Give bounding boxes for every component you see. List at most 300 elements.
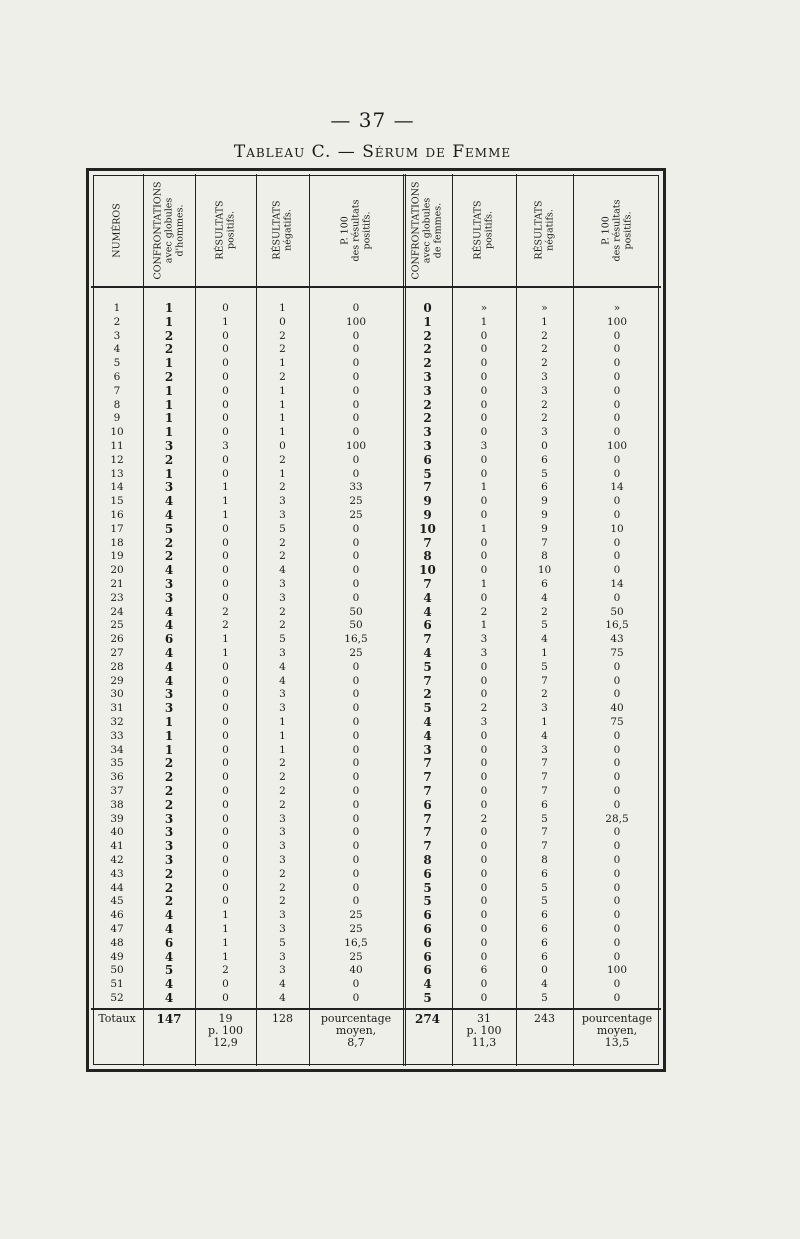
cell-conf-hommes: 4: [164, 991, 174, 1005]
cell-conf-hommes: 2: [164, 328, 174, 343]
cell-neg-femmes: 6: [541, 923, 548, 935]
cell-numero: 23: [110, 591, 124, 604]
cell-neg-hommes: 2: [279, 881, 286, 894]
cell-conf-femmes: 8: [423, 853, 432, 867]
cell-pos-hommes: 0: [222, 785, 229, 797]
cell-neg-hommes: 1: [279, 729, 286, 742]
cell-pos-femmes: 1: [480, 522, 488, 535]
cell-numero: 14: [110, 481, 124, 494]
cell-neg-hommes: 1: [279, 716, 286, 728]
cell-pos-femmes: 3: [480, 647, 488, 659]
cell-pos-femmes: 0: [480, 854, 488, 866]
cell-neg-femmes: 10: [537, 564, 552, 577]
cell-neg-femmes: 7: [541, 785, 548, 797]
total-pos-femmes: 31 p. 100 11,3: [466, 1012, 502, 1049]
cell-pos-femmes: 0: [480, 343, 488, 356]
cell-conf-hommes: 2: [164, 784, 174, 798]
cell-pos-hommes: 0: [222, 371, 229, 383]
cell-pct-hommes: 25: [349, 909, 363, 922]
cell-neg-femmes: 6: [541, 867, 548, 880]
cell-neg-femmes: 4: [541, 729, 548, 742]
cell-pos-hommes: 1: [222, 936, 229, 949]
cell-conf-femmes: 2: [423, 397, 432, 412]
cell-neg-hommes: 1: [279, 398, 286, 411]
cell-neg-femmes: 8: [541, 550, 548, 563]
cell-pct-hommes: 0: [352, 467, 360, 480]
cell-numero: 12: [110, 453, 124, 466]
cell-pos-femmes: 2: [480, 702, 488, 715]
cell-neg-hommes: 1: [279, 467, 286, 480]
cell-neg-hommes: 1: [279, 302, 286, 314]
cell-neg-hommes: 2: [279, 771, 286, 784]
total-neg-femmes: 243: [534, 1012, 555, 1025]
cell-pos-femmes: »: [480, 302, 488, 314]
cell-pct-femmes: 75: [610, 716, 624, 728]
cell-neg-hommes: 4: [279, 564, 286, 577]
cell-pos-femmes: 0: [480, 785, 488, 797]
cell-neg-hommes: 5: [279, 522, 286, 535]
cell-pct-femmes: 100: [606, 964, 628, 977]
cell-conf-femmes: 4: [423, 715, 432, 729]
cell-pct-femmes: 0: [613, 398, 621, 411]
cell-neg-femmes: 5: [541, 812, 548, 825]
cell-neg-femmes: 2: [541, 357, 548, 370]
cell-pct-femmes: 0: [613, 923, 621, 935]
cell-numero: 46: [110, 909, 124, 922]
cell-pct-femmes: 0: [613, 371, 621, 383]
cell-pct-femmes: 0: [613, 329, 621, 342]
cell-numero: 42: [110, 854, 124, 866]
cell-conf-femmes: 4: [423, 728, 432, 743]
cell-numero: 24: [110, 605, 124, 618]
cell-neg-femmes: 9: [541, 522, 548, 535]
cell-pos-hommes: 0: [222, 895, 229, 908]
cell-conf-hommes: 4: [164, 673, 174, 688]
cell-conf-femmes: 6: [423, 797, 432, 812]
cell-pct-hommes: 0: [352, 660, 360, 673]
cell-neg-hommes: 3: [279, 495, 286, 508]
cell-conf-hommes: 1: [164, 425, 174, 440]
cell-conf-femmes: 6: [423, 908, 432, 923]
cell-conf-hommes: 2: [164, 797, 174, 812]
cell-neg-femmes: 7: [541, 826, 548, 839]
cell-numero: 37: [110, 785, 124, 797]
total-neg-hommes: 128: [272, 1012, 293, 1025]
cell-pct-femmes: 0: [613, 798, 621, 811]
cell-conf-hommes: 2: [164, 370, 174, 384]
cell-pct-femmes: 0: [613, 384, 621, 397]
cell-neg-hommes: 1: [279, 426, 286, 439]
cell-conf-femmes: 7: [423, 839, 432, 854]
cell-pct-femmes: 0: [613, 591, 621, 604]
cell-conf-hommes: 1: [164, 728, 174, 743]
cell-conf-hommes: 3: [164, 839, 174, 854]
cell-pct-hommes: 0: [352, 591, 360, 604]
cell-pct-femmes: 0: [613, 936, 621, 949]
cell-neg-hommes: 2: [279, 895, 286, 908]
cell-numero: 5: [113, 357, 121, 370]
cell-numero: 15: [110, 495, 124, 508]
cell-pos-hommes: 0: [222, 812, 229, 825]
cell-pct-femmes: 16,5: [605, 619, 629, 632]
cell-numero: 17: [110, 522, 124, 535]
cell-pct-hommes: 25: [349, 923, 363, 935]
cell-neg-femmes: 2: [541, 412, 548, 425]
cell-pos-femmes: 0: [480, 895, 488, 908]
cell-neg-femmes: 1: [541, 315, 548, 328]
header-label: RÉSULTATS positifs.: [472, 200, 495, 260]
cell-neg-femmes: 3: [541, 371, 548, 383]
cell-neg-hommes: 2: [279, 619, 286, 632]
cell-neg-hommes: 3: [279, 702, 286, 715]
cell-conf-hommes: 1: [164, 742, 174, 757]
cell-neg-femmes: 6: [541, 453, 548, 466]
cell-conf-hommes: 1: [164, 715, 174, 729]
cell-pos-hommes: 3: [222, 440, 229, 452]
cell-conf-femmes: 5: [423, 659, 432, 674]
cell-pct-hommes: 0: [352, 992, 360, 1004]
cell-numero: 16: [110, 509, 124, 521]
cell-conf-femmes: 7: [423, 770, 432, 785]
cell-pct-hommes: 0: [352, 702, 360, 715]
cell-pos-hommes: 0: [222, 716, 229, 728]
cell-pct-femmes: 0: [613, 992, 621, 1004]
cell-pos-hommes: 0: [222, 522, 229, 535]
cell-conf-hommes: 2: [164, 756, 174, 771]
cell-conf-femmes: 6: [423, 949, 432, 964]
cell-conf-hommes: 3: [164, 701, 174, 716]
cell-numero: 34: [110, 743, 124, 756]
cell-pos-hommes: 0: [222, 467, 229, 480]
cell-pos-femmes: 0: [480, 978, 488, 991]
cell-neg-femmes: 2: [541, 398, 548, 411]
cell-pos-femmes: 0: [480, 688, 488, 701]
cell-pct-femmes: 28,5: [605, 812, 629, 825]
cell-pos-femmes: 0: [480, 453, 488, 466]
cell-pct-femmes: 0: [613, 536, 621, 549]
cell-pos-femmes: 0: [480, 398, 488, 411]
cell-conf-hommes: 6: [164, 632, 174, 647]
cell-numero: 41: [110, 840, 124, 853]
cell-conf-hommes: 2: [164, 452, 174, 467]
cell-numero: 18: [110, 536, 124, 549]
cell-neg-femmes: 0: [541, 440, 548, 452]
cell-conf-hommes: 6: [164, 935, 174, 950]
cell-pct-femmes: 0: [613, 467, 621, 480]
cell-conf-femmes: 4: [423, 646, 432, 660]
cell-neg-femmes: 6: [541, 578, 548, 590]
cell-pct-hommes: 25: [349, 509, 363, 521]
cell-numero: 13: [110, 467, 124, 480]
cell-conf-hommes: 2: [164, 342, 174, 357]
cell-pos-hommes: 0: [222, 329, 229, 342]
cell-pos-hommes: 0: [222, 826, 229, 839]
cell-pct-femmes: 0: [613, 785, 621, 797]
cell-pct-femmes: 0: [613, 840, 621, 853]
cell-pct-femmes: 0: [613, 357, 621, 370]
cell-conf-femmes: 9: [423, 494, 432, 509]
cell-pos-hommes: 0: [222, 992, 229, 1004]
cell-pos-femmes: 0: [480, 992, 488, 1004]
cell-numero: 3: [113, 329, 121, 342]
cell-conf-hommes: 2: [164, 866, 174, 881]
cell-pos-hommes: 0: [222, 578, 229, 590]
cell-pos-femmes: 1: [480, 481, 488, 494]
cell-conf-femmes: 6: [423, 963, 432, 978]
cell-conf-femmes: 7: [423, 632, 432, 647]
cell-pos-femmes: 0: [480, 798, 488, 811]
cell-conf-hommes: 3: [164, 480, 174, 495]
cell-conf-hommes: 3: [164, 853, 174, 867]
cell-neg-femmes: 3: [541, 426, 548, 439]
cell-conf-hommes: 4: [164, 659, 174, 674]
cell-neg-femmes: 6: [541, 950, 548, 963]
cell-neg-femmes: 7: [541, 536, 548, 549]
cell-conf-femmes: 2: [423, 342, 432, 357]
cell-pos-femmes: 0: [480, 867, 488, 880]
cell-numero: 45: [110, 895, 124, 908]
cell-neg-femmes: 9: [541, 495, 548, 508]
cell-pct-hommes: 0: [352, 674, 360, 687]
cell-pct-hommes: 0: [352, 716, 360, 728]
cell-pos-femmes: 2: [480, 812, 488, 825]
cell-numero: 51: [110, 978, 124, 991]
cell-neg-hommes: 1: [279, 412, 286, 425]
header-label: NUMÉROS: [111, 202, 123, 258]
cell-pct-hommes: 0: [352, 854, 360, 866]
cell-conf-femmes: 8: [423, 549, 432, 564]
cell-neg-femmes: 5: [541, 881, 548, 894]
cell-pos-femmes: 0: [480, 660, 488, 673]
cell-pct-hommes: 0: [352, 564, 360, 577]
cell-neg-femmes: 0: [541, 964, 548, 977]
cell-neg-femmes: »: [541, 302, 548, 314]
cell-neg-femmes: 6: [541, 481, 548, 494]
cell-neg-femmes: 1: [541, 716, 548, 728]
cell-pct-femmes: 0: [613, 978, 621, 991]
cell-pos-hommes: 2: [222, 619, 229, 632]
cell-neg-femmes: 2: [541, 688, 548, 701]
cell-pos-femmes: 0: [480, 826, 488, 839]
cell-neg-hommes: 5: [279, 633, 286, 646]
cell-pos-femmes: 0: [480, 936, 488, 949]
header-label: P. 100 des résultats positifs.: [600, 199, 634, 261]
totals-rule: [91, 1008, 661, 1010]
cell-conf-hommes: 2: [164, 770, 174, 785]
total-pct-hommes: pourcentage moyen, 8,7: [320, 1012, 392, 1049]
cell-pos-hommes: 1: [222, 509, 229, 521]
header-pos-femmes: [452, 178, 516, 282]
cell-pos-hommes: 1: [222, 950, 229, 963]
cell-pos-femmes: 0: [480, 771, 488, 784]
cell-pos-hommes: 1: [222, 633, 229, 646]
cell-neg-femmes: 6: [541, 936, 548, 949]
cell-numero: 36: [110, 771, 124, 784]
cell-pct-femmes: 14: [610, 481, 624, 494]
cell-pct-hommes: 0: [352, 826, 360, 839]
cell-pct-hommes: 0: [352, 757, 360, 770]
cell-neg-hommes: 3: [279, 950, 286, 963]
cell-pos-femmes: 0: [480, 950, 488, 963]
header-pct-hommes: [309, 178, 403, 282]
header-conf-hommes: [143, 178, 195, 282]
cell-pct-hommes: 0: [352, 550, 360, 563]
cell-pos-femmes: 0: [480, 591, 488, 604]
cell-pos-femmes: 0: [480, 923, 488, 935]
cell-pct-femmes: 0: [613, 729, 621, 742]
cell-neg-hommes: 4: [279, 674, 286, 687]
cell-neg-femmes: 2: [541, 329, 548, 342]
cell-pct-femmes: 0: [613, 909, 621, 922]
cell-conf-femmes: 0: [423, 301, 432, 315]
cell-neg-hommes: 2: [279, 798, 286, 811]
cell-conf-femmes: 7: [423, 480, 432, 495]
cell-conf-femmes: 3: [423, 742, 432, 757]
cell-pos-hommes: 0: [222, 798, 229, 811]
cell-conf-femmes: 2: [423, 356, 432, 371]
cell-pct-hommes: 0: [352, 743, 360, 756]
cell-neg-hommes: 2: [279, 785, 286, 797]
cell-pct-femmes: 0: [613, 412, 621, 425]
cell-conf-hommes: 3: [164, 687, 174, 702]
cell-conf-hommes: 4: [164, 508, 174, 522]
cell-conf-femmes: 2: [423, 411, 432, 426]
cell-pos-hommes: 0: [222, 881, 229, 894]
cell-pos-hommes: 1: [222, 315, 229, 328]
cell-pos-hommes: 0: [222, 688, 229, 701]
header-neg-femmes: [516, 178, 573, 282]
cell-pct-femmes: 0: [613, 453, 621, 466]
cell-pct-hommes: 0: [352, 840, 360, 853]
cell-neg-hommes: 3: [279, 923, 286, 935]
cell-numero: 9: [113, 412, 121, 425]
cell-neg-femmes: 6: [541, 798, 548, 811]
cell-neg-hommes: 2: [279, 550, 286, 563]
cell-numero: 25: [110, 619, 124, 632]
cell-conf-femmes: 5: [423, 466, 432, 481]
header-numero: [91, 178, 143, 282]
cell-pos-femmes: 0: [480, 881, 488, 894]
cell-neg-femmes: 2: [541, 343, 548, 356]
cell-conf-hommes: 2: [164, 880, 174, 895]
cell-numero: 52: [110, 992, 124, 1004]
cell-pct-femmes: 0: [613, 881, 621, 894]
cell-pos-femmes: 0: [480, 729, 488, 742]
cell-conf-femmes: 6: [423, 935, 432, 950]
cell-numero: 50: [110, 964, 124, 977]
cell-conf-hommes: 1: [164, 397, 174, 412]
cell-conf-hommes: 2: [164, 535, 174, 550]
cell-numero: 27: [110, 647, 124, 659]
cell-numero: 7: [113, 384, 121, 397]
cell-conf-femmes: 10: [419, 521, 436, 536]
cell-neg-femmes: 7: [541, 757, 548, 770]
cell-pos-femmes: 0: [480, 357, 488, 370]
cell-neg-femmes: 7: [541, 771, 548, 784]
cell-neg-hommes: 2: [279, 453, 286, 466]
cell-neg-hommes: 1: [279, 743, 286, 756]
cell-neg-hommes: 3: [279, 854, 286, 866]
cell-pct-hommes: 0: [352, 578, 360, 590]
cell-pos-hommes: 0: [222, 591, 229, 604]
cell-pos-hommes: 0: [222, 550, 229, 563]
cell-pos-hommes: 1: [222, 647, 229, 659]
cell-neg-hommes: 4: [279, 660, 286, 673]
cell-pos-hommes: 0: [222, 771, 229, 784]
cell-pos-hommes: 0: [222, 384, 229, 397]
cell-pos-hommes: 0: [222, 978, 229, 991]
cell-conf-hommes: 4: [164, 949, 174, 964]
cell-conf-hommes: 1: [164, 466, 174, 481]
cell-pct-hommes: 40: [349, 964, 363, 977]
cell-numero: 29: [110, 674, 124, 687]
cell-neg-femmes: 1: [541, 647, 548, 659]
cell-pos-femmes: 0: [480, 426, 488, 439]
cell-pos-femmes: 0: [480, 329, 488, 342]
cell-numero: 26: [110, 633, 124, 646]
cell-pct-hommes: 0: [352, 881, 360, 894]
cell-pos-hommes: 0: [222, 398, 229, 411]
cell-pos-femmes: 0: [480, 674, 488, 687]
cell-conf-hommes: 4: [164, 604, 174, 619]
cell-numero: 47: [110, 923, 124, 935]
cell-neg-hommes: 2: [279, 371, 286, 383]
cell-pos-femmes: 0: [480, 536, 488, 549]
cell-neg-hommes: 3: [279, 688, 286, 701]
cell-pos-hommes: 0: [222, 867, 229, 880]
cell-pos-hommes: 2: [222, 964, 229, 977]
cell-conf-femmes: 7: [423, 673, 432, 688]
cell-neg-hommes: 4: [279, 992, 286, 1004]
cell-pct-femmes: 14: [610, 578, 624, 590]
cell-conf-femmes: 6: [423, 922, 432, 936]
cell-neg-femmes: 3: [541, 743, 548, 756]
cell-numero: 1: [113, 302, 121, 314]
cell-conf-hommes: 4: [164, 618, 174, 633]
cell-pct-femmes: 100: [606, 440, 628, 452]
cell-neg-hommes: 2: [279, 867, 286, 880]
cell-conf-femmes: 7: [423, 535, 432, 550]
cell-pct-hommes: 0: [352, 426, 360, 439]
cell-conf-femmes: 5: [423, 894, 432, 909]
cell-conf-femmes: 4: [423, 977, 432, 992]
cell-pos-hommes: 0: [222, 564, 229, 577]
cell-pct-femmes: 0: [613, 826, 621, 839]
cell-pct-femmes: 0: [613, 426, 621, 439]
cell-pct-femmes: »: [613, 302, 621, 314]
cell-pos-hommes: 0: [222, 702, 229, 715]
cell-pos-hommes: 0: [222, 343, 229, 356]
cell-conf-hommes: 5: [164, 521, 174, 536]
total-pos-hommes: 19 p. 100 12,9: [207, 1012, 244, 1049]
cell-pos-femmes: 1: [480, 315, 488, 328]
cell-neg-hommes: 2: [279, 481, 286, 494]
cell-neg-femmes: 8: [541, 854, 548, 866]
cell-numero: 44: [110, 881, 124, 894]
cell-pct-hommes: 0: [352, 384, 360, 397]
cell-neg-femmes: 2: [541, 605, 548, 618]
table-title: Tableau C. — Sérum de Femme: [233, 142, 512, 162]
cell-pct-hommes: 0: [352, 453, 360, 466]
cell-pct-femmes: 0: [613, 743, 621, 756]
cell-pos-femmes: 0: [480, 467, 488, 480]
cell-neg-femmes: 7: [541, 840, 548, 853]
cell-pct-femmes: 0: [613, 867, 621, 880]
cell-conf-hommes: 4: [164, 977, 174, 992]
cell-pct-hommes: 0: [352, 357, 360, 370]
cell-conf-femmes: 5: [423, 701, 432, 716]
cell-pct-hommes: 0: [352, 729, 360, 742]
